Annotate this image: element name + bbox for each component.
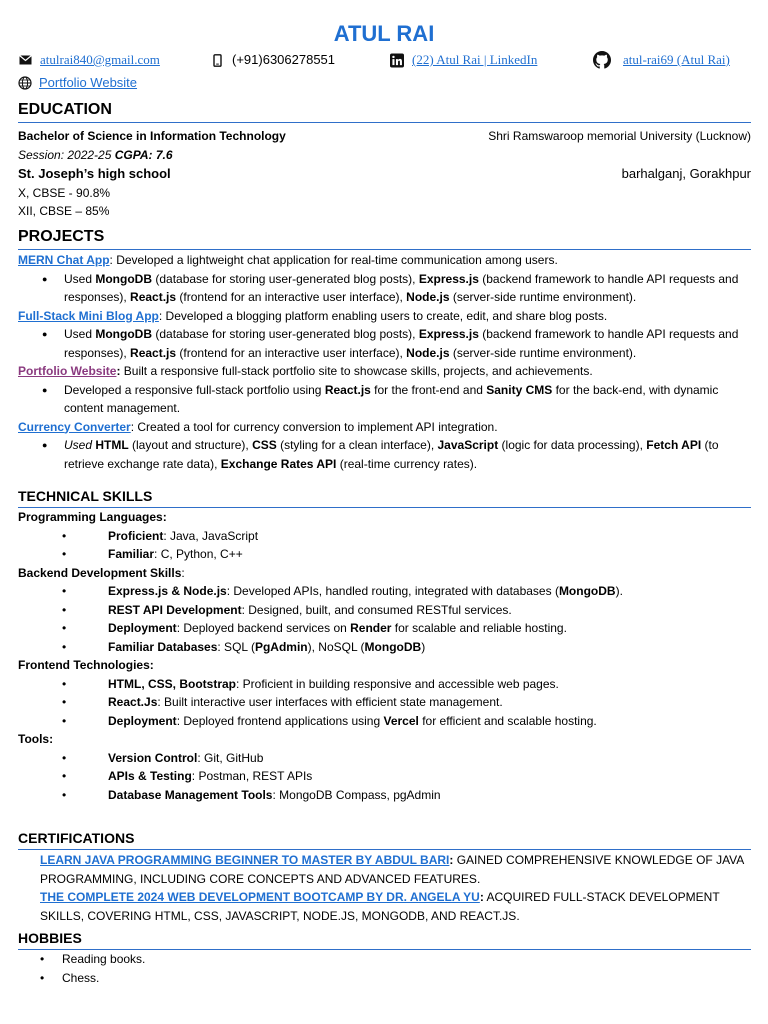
list-item: • APIs & Testing: Postman, REST APIs <box>18 767 751 786</box>
list-item: • Deployment: Deployed backend services on Render for scalable and reliable hosting. <box>18 619 751 638</box>
certification-webdev: THE COMPLETE 2024 WEB DEVELOPMENT BOOTCAMP BY DR. ANGELA YU: ACQUIRED FULL-STACK DEVELOPMENT SKILLS, COVERING HTML, CSS, JAVASCRIPT, NODE.JS, MONGODB, AND REACT.JS. <box>40 890 720 923</box>
phone-icon <box>210 53 224 67</box>
project-portfolio: Portfolio Website: Built a responsive full-stack portfolio site to showcase skills, projects, and achievements. <box>18 364 593 378</box>
github-link[interactable]: atul-rai69 (Atul Rai) <box>623 52 730 67</box>
skills-heading: TECHNICAL SKILLS <box>18 487 751 508</box>
contact-row <box>18 51 750 71</box>
list-item: ● Developed a responsive full-stack portfolio using React.js for the front-end and Sanity CMS for the back-end, with dynamic content management. <box>18 381 751 418</box>
portfolio-link[interactable]: Portfolio Website <box>39 75 138 90</box>
education-section <box>18 100 751 221</box>
cgpa-text: CGPA: 7.6 <box>114 147 173 162</box>
session-text: Session: 2022-25 <box>18 147 112 162</box>
tools-heading: Tools: <box>18 732 54 746</box>
project-desc: : Created a tool for currency conversion to implement API integration. <box>130 419 498 434</box>
list-item: • React.Js: Built interactive user interfaces with efficient state management. <box>18 693 751 712</box>
linkedin-link[interactable]: (22) Atul Rai | LinkedIn <box>412 52 538 67</box>
project-desc: Built a responsive full-stack portfolio site to showcase skills, projects, and achievements. <box>120 364 593 378</box>
list-item: ● Used HTML (layout and structure), CSS (styling for a clean interface), JavaScript (logic for data processing), Fetch API (to retrieve exchange rate data), Exchange Rates API (real-time currency rates). <box>18 436 751 473</box>
school-row <box>18 165 751 184</box>
list-item: • HTML, CSS, Bootstrap: Proficient in building responsive and accessible web pages. <box>18 675 751 694</box>
globe-icon <box>18 76 32 90</box>
degree-row <box>18 127 751 146</box>
projects-heading: PROJECTS <box>18 227 751 250</box>
project-mern-chat <box>18 251 751 270</box>
list-item: • Database Management Tools: MongoDB Compass, pgAdmin <box>18 786 751 805</box>
list-item: ● Used MongoDB (database for storing user-generated blog posts), Express.js (backend framework to handle API requests and responses), React.js (frontend for an interactive user interface), Node.js (server-side runtime environment). <box>18 270 751 307</box>
programming-heading: Programming Languages: <box>18 510 167 524</box>
email-item <box>18 51 160 70</box>
frontend-heading: Frontend Technologies: <box>18 658 154 672</box>
list-item: • Familiar: C, Python, C++ <box>18 545 751 564</box>
project-mini-blog <box>18 307 751 326</box>
project-currency-converter <box>18 418 751 437</box>
school-name: St. Joseph’s high school <box>18 166 171 181</box>
certification-java: LEARN JAVA PROGRAMMING BEGINNER TO MASTER BY ABDUL BARI: GAINED COMPREHENSIVE KNOWLEDGE OF JAVA PROGRAMMING, INCLUDING CORE CONCEPTS AND ADVANCED FEATURES. <box>40 853 744 886</box>
session-line <box>18 146 751 165</box>
list-item: • Express.js & Node.js: Developed APIs, handled routing, integrated with databases (MongoDB). <box>18 582 751 601</box>
degree-name: Bachelor of Science in Information Technology <box>18 129 286 143</box>
project-portfolio-link[interactable]: Portfolio Website <box>18 364 117 378</box>
github-icon <box>593 51 611 69</box>
certifications-section <box>18 829 751 925</box>
candidate-name: ATUL RAI <box>333 21 435 46</box>
certifications-heading: CERTIFICATIONS <box>18 829 751 850</box>
list-item: • REST API Development: Designed, built, and consumed RESTful services. <box>18 601 751 620</box>
list-item: • Deployment: Deployed frontend applications using Vercel for efficient and scalable hosting. <box>18 712 751 731</box>
list-item: • Reading books. <box>18 950 751 969</box>
envelope-icon <box>18 53 32 67</box>
list-item: • Proficient: Java, JavaScript <box>18 527 751 546</box>
projects-section <box>18 227 751 473</box>
phone-item <box>210 51 335 70</box>
hobbies-heading: HOBBIES <box>18 929 751 950</box>
skills-section <box>18 487 751 804</box>
linkedin-icon <box>390 53 404 67</box>
x-score: X, CBSE - 90.8% <box>18 185 111 200</box>
project-mern-chat-link[interactable]: MERN Chat App <box>18 253 110 267</box>
email-link[interactable]: atulrai840@gmail.com <box>40 52 160 67</box>
list-item: ● Used MongoDB (database for storing user-generated blog posts), Express.js (backend framework to handle API requests and responses), React.js (frontend for an interactive user interface), Node.js (server-side runtime environment). <box>18 325 751 362</box>
project-desc: : Developed a blogging platform enabling users to create, edit, and share blog posts. <box>158 308 608 323</box>
portfolio-row <box>18 74 137 93</box>
project-desc: : Developed a lightweight chat application for real-time communication among users. <box>109 253 558 267</box>
linkedin-item <box>390 51 537 70</box>
school-location: barhalganj, Gorakhpur <box>621 166 751 181</box>
certification-java-link[interactable]: LEARN JAVA PROGRAMMING BEGINNER TO MASTER BY ABDUL BARI <box>40 853 450 867</box>
list-item: • Familiar Databases: SQL (PgAdmin), NoSQL (MongoDB) <box>18 638 751 657</box>
backend-heading: Backend Development Skills: <box>18 565 185 580</box>
project-mini-blog-link[interactable]: Full-Stack Mini Blog App <box>18 308 159 323</box>
project-currency-converter-link[interactable]: Currency Converter <box>18 419 131 434</box>
hobbies-section <box>18 929 751 987</box>
xii-score: XII, CBSE – 85% <box>18 204 110 218</box>
university-name: Shri Ramswaroop memorial University (Lucknow) <box>488 129 751 143</box>
certification-webdev-link[interactable]: THE COMPLETE 2024 WEB DEVELOPMENT BOOTCAMP BY DR. ANGELA YU <box>40 890 480 904</box>
education-heading: EDUCATION <box>18 100 751 123</box>
phone-number: (+91)6306278551 <box>232 52 336 67</box>
github-item <box>593 51 730 70</box>
list-item: • Chess. <box>18 969 751 988</box>
list-item: • Version Control: Git, GitHub <box>18 749 751 768</box>
